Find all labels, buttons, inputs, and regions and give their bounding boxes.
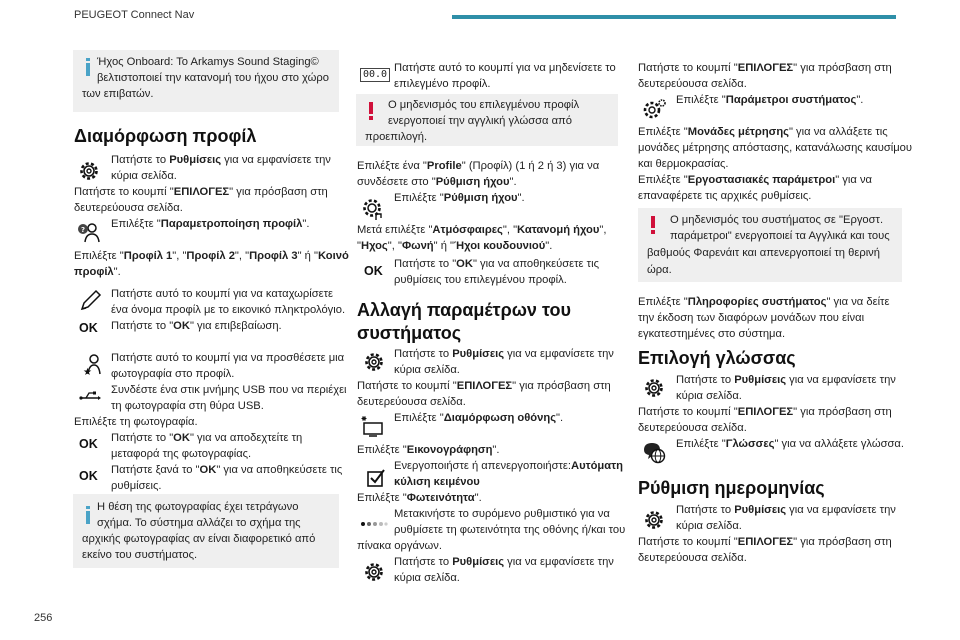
text-line: ρυθμίσεις του επιλεγμένου προφίλ. bbox=[394, 274, 567, 286]
text-line: Πατήστε το "OK" για να αποθηκεύσετε τις bbox=[394, 258, 599, 270]
text-line: Πατήστε το κουμπί "ΕΠΙΛΟΓΕΣ" για πρόσβαση στη bbox=[638, 536, 892, 548]
text-line: κύρια σελίδα. bbox=[676, 390, 742, 402]
text-line: Πατήστε αυτό το κουμπί για να καταχωρίσετε bbox=[111, 288, 334, 300]
text-line: Πατήστε το Ρυθμίσεις για να εμφανίσετε την bbox=[676, 374, 896, 386]
add-photo-profile-icon bbox=[79, 352, 103, 376]
text-line: δευτερεύουσα σελίδα. bbox=[638, 78, 747, 90]
brightness-slider-icon bbox=[360, 510, 388, 534]
warning-box-factory-reset bbox=[638, 208, 902, 282]
text-line: Επιλέξτε "Προφίλ 1", "Προφίλ 2", "Προφίλ 3" ή "Κοινό bbox=[74, 250, 349, 262]
heading-language-selection: Επιλογή γλώσσας bbox=[638, 348, 796, 368]
info-box-photo-shape bbox=[73, 494, 339, 568]
heading-date-setting: Ρύθμιση ημερομηνίας bbox=[638, 478, 825, 498]
text-line: κύρια σελίδα. bbox=[676, 520, 742, 532]
text-line: Επιλέξτε "Φωτεινότητα". bbox=[357, 492, 482, 504]
text-line: Επιλέξτε "Ρύθμιση ήχου". bbox=[394, 192, 525, 204]
info-icon bbox=[85, 506, 91, 524]
text-line: Επιλέξτε "Διαμόρφωση οθόνης". bbox=[394, 412, 564, 424]
profile-person-icon bbox=[77, 220, 101, 244]
text-line: Πατήστε το Ρυθμίσεις για να εμφανίσετε την bbox=[111, 154, 331, 166]
text-line: φωτογραφία στο προφίλ. bbox=[111, 368, 235, 380]
text-line: Επιλέξτε "Εργοστασιακές παράμετροι" για να bbox=[638, 174, 872, 186]
text-line: κύλιση κειμένου bbox=[394, 476, 480, 488]
info-text-line: αρχικής φωτογραφίας αν είναι διαφορετικό από bbox=[82, 533, 316, 545]
info-text-line: σχήμα. Το σύστημα αλλάζει το σχήμα της bbox=[97, 517, 301, 529]
system-settings-icon bbox=[642, 98, 666, 122]
warning-icon bbox=[650, 216, 656, 234]
text-line: δευτερεύουσα σελίδα. bbox=[638, 422, 747, 434]
text-line: μεταφορά της φωτογραφίας. bbox=[111, 448, 252, 460]
svg-text:?: ? bbox=[80, 226, 86, 234]
info-text-line: των επιβατών. bbox=[82, 88, 154, 100]
text-line: δευτερεύουσα σελίδα. bbox=[357, 396, 466, 408]
text-line: κύρια σελίδα. bbox=[394, 572, 460, 584]
info-text-line: Ήχος Onboard: To Arkamys Sound Staging© bbox=[97, 56, 319, 68]
text-line: μονάδες μέτρησης απόστασης, κατανάλωσης καυσίμου bbox=[638, 142, 913, 154]
ok-icon: OK bbox=[79, 469, 98, 483]
header-divider bbox=[452, 15, 896, 19]
text-line: Πατήστε το Ρυθμίσεις για να εμφανίσετε την bbox=[676, 504, 896, 516]
text-line: Πατήστε αυτό το κουμπί για να μηδενίσετε το bbox=[394, 62, 616, 74]
heading-system-parameters: Αλλαγή παραμέτρων του bbox=[357, 300, 571, 320]
text-line: Επιλέξτε "Παράμετροι συστήματος". bbox=[676, 94, 864, 106]
warning-text-line: Ο μηδενισμός του επιλεγμένου προφίλ bbox=[388, 99, 580, 111]
text-line: Πατήστε το κουμπί "ΕΠΙΛΟΓΕΣ" για πρόσβαση στη bbox=[357, 380, 611, 392]
heading-system-parameters-line2: συστήματος bbox=[357, 323, 462, 343]
text-line: συνδέσετε στο "Ρύθμιση ήχου". bbox=[357, 176, 517, 188]
settings-gear-icon bbox=[642, 376, 666, 400]
info-box-onboard-sound bbox=[73, 50, 339, 112]
warning-text-line: παράμετροι" ενεργοποιεί τα Αγγλικά και τους bbox=[670, 230, 890, 242]
heading-profile-configuration: Διαμόρφωση προφίλ bbox=[74, 126, 257, 146]
text-line: Μετακινήστε το συρόμενο ρυθμιστικό για να bbox=[394, 508, 610, 520]
text-line: ρυθμίσεις. bbox=[111, 480, 162, 492]
text-line: την έκδοση των διαφόρων μονάδων που είναι bbox=[638, 312, 865, 324]
info-text-line: Η θέση της φωτογραφίας έχει τετράγωνο bbox=[97, 501, 299, 513]
text-line: Πατήστε το κουμπί "ΕΠΙΛΟΓΕΣ" για πρόσβαση στη bbox=[638, 62, 892, 74]
warning-text-line: ώρα. bbox=[647, 264, 672, 276]
text-line: Πατήστε το "OK" για επιβεβαίωση. bbox=[111, 320, 282, 332]
settings-gear-icon bbox=[77, 159, 101, 183]
text-line: δευτερεύουσα σελίδα. bbox=[74, 202, 183, 214]
text-line: Επιλέξτε "Πληροφορίες συστήματος" για να δείτε bbox=[638, 296, 890, 308]
reset-zero-icon: 00.0 bbox=[360, 68, 390, 82]
text-line: Επιλέξτε "Γλώσσες" για να αλλάξετε γλώσσα. bbox=[676, 438, 904, 450]
pencil-icon bbox=[79, 288, 103, 312]
ok-icon: OK bbox=[364, 264, 383, 278]
text-line: πίνακα οργάνων. bbox=[357, 540, 442, 552]
text-line: Πατήστε το Ρυθμίσεις για να εμφανίσετε την bbox=[394, 348, 614, 360]
warning-text-line: προεπιλογή. bbox=[365, 131, 428, 143]
warning-icon bbox=[368, 102, 374, 120]
text-line: ένα όνομα προφίλ με το εικονικό πληκτρολόγιο. bbox=[111, 304, 346, 316]
language-speech-icon bbox=[642, 440, 666, 464]
text-line: δευτερεύουσα σελίδα. bbox=[638, 552, 747, 564]
text-line: Πατήστε το κουμπί "ΕΠΙΛΟΓΕΣ" για πρόσβαση στη bbox=[74, 186, 328, 198]
text-line: Πατήστε το Ρυθμίσεις για να εμφανίσετε την bbox=[394, 556, 614, 568]
usb-icon bbox=[77, 382, 101, 406]
text-line: προφίλ". bbox=[74, 266, 121, 278]
text-line: επαναφέρετε τις αρχικές ρυθμίσεις. bbox=[638, 190, 812, 202]
sound-settings-icon bbox=[360, 196, 384, 220]
warning-text-line: ενεργοποιεί την αγγλική γλώσσα από bbox=[388, 115, 572, 127]
settings-gear-icon bbox=[362, 350, 386, 374]
ok-icon: OK bbox=[79, 437, 98, 451]
text-line: κύρια σελίδα. bbox=[394, 364, 460, 376]
text-line: Πατήστε ξανά το "OK" για να αποθηκεύσετε τις bbox=[111, 464, 343, 476]
text-line: εγκατεστημένες στο σύστημα. bbox=[638, 328, 786, 340]
screen-configuration-icon bbox=[360, 414, 384, 438]
info-text-line: βελτιστοποιεί την κατανομή του ήχου στο χώρο bbox=[97, 72, 329, 84]
text-line: και θερμοκρασίας. bbox=[638, 158, 729, 170]
text-line: Επιλέξτε τη φωτογραφία. bbox=[74, 416, 198, 428]
text-line: Επιλέξτε "Εικονογράφηση". bbox=[357, 444, 500, 456]
text-line: "Ηχος", "Φωνή" ή "Ήχοι κουδουνιού". bbox=[357, 240, 553, 252]
text-line: Επιλέξτε ένα "Profile" (Προφίλ) (1 ή 2 ή 3) για να bbox=[357, 160, 600, 172]
text-line: Μετά επιλέξτε "Ατμόσφαιρες", "Κατανομή ήχου", bbox=[357, 224, 607, 236]
text-line: τη φωτογραφία στη θύρα USB. bbox=[111, 400, 264, 412]
text-line: Επιλέξτε "Παραμετροποίηση προφίλ". bbox=[111, 218, 310, 230]
text-line: Επιλέξτε "Μονάδες μέτρησης" για να αλλάξετε τις bbox=[638, 126, 888, 138]
svg-text:★: ★ bbox=[83, 367, 92, 376]
warning-text-line: βαθμούς Φαρενάιτ και απενεργοποιεί τη θερινή bbox=[647, 247, 880, 259]
warning-text-line: Ο μηδενισμός του συστήματος σε "Εργοστ. bbox=[670, 214, 884, 226]
page-number: 256 bbox=[34, 612, 53, 624]
checkbox-checked-icon bbox=[364, 466, 388, 490]
text-line: Πατήστε αυτό το κουμπί για να προσθέσετε μια bbox=[111, 352, 345, 364]
text-line: Συνδέστε ένα στικ μνήμης USB που να περιέχει bbox=[111, 384, 347, 396]
settings-gear-icon bbox=[642, 508, 666, 532]
text-line: κύρια σελίδα. bbox=[111, 170, 177, 182]
text-line: ρυθμίσετε τη φωτεινότητα της οθόνης ή/και του bbox=[394, 524, 626, 536]
info-icon bbox=[85, 58, 91, 76]
page-header-title: PEUGEOT Connect Nav bbox=[74, 9, 195, 21]
text-line: Πατήστε το "OK" για να αποδεχτείτε τη bbox=[111, 432, 303, 444]
text-line: Ενεργοποιήστε ή απενεργοποιήστε:Αυτόματη bbox=[394, 460, 623, 472]
settings-gear-icon bbox=[362, 560, 386, 584]
warning-box-profile-reset bbox=[356, 94, 618, 146]
ok-icon: OK bbox=[79, 321, 98, 335]
text-line: επιλεγμένο προφίλ. bbox=[394, 78, 491, 90]
info-text-line: εκείνο του συστήματος. bbox=[82, 549, 198, 561]
text-line: Πατήστε το κουμπί "ΕΠΙΛΟΓΕΣ" για πρόσβαση στη bbox=[638, 406, 892, 418]
